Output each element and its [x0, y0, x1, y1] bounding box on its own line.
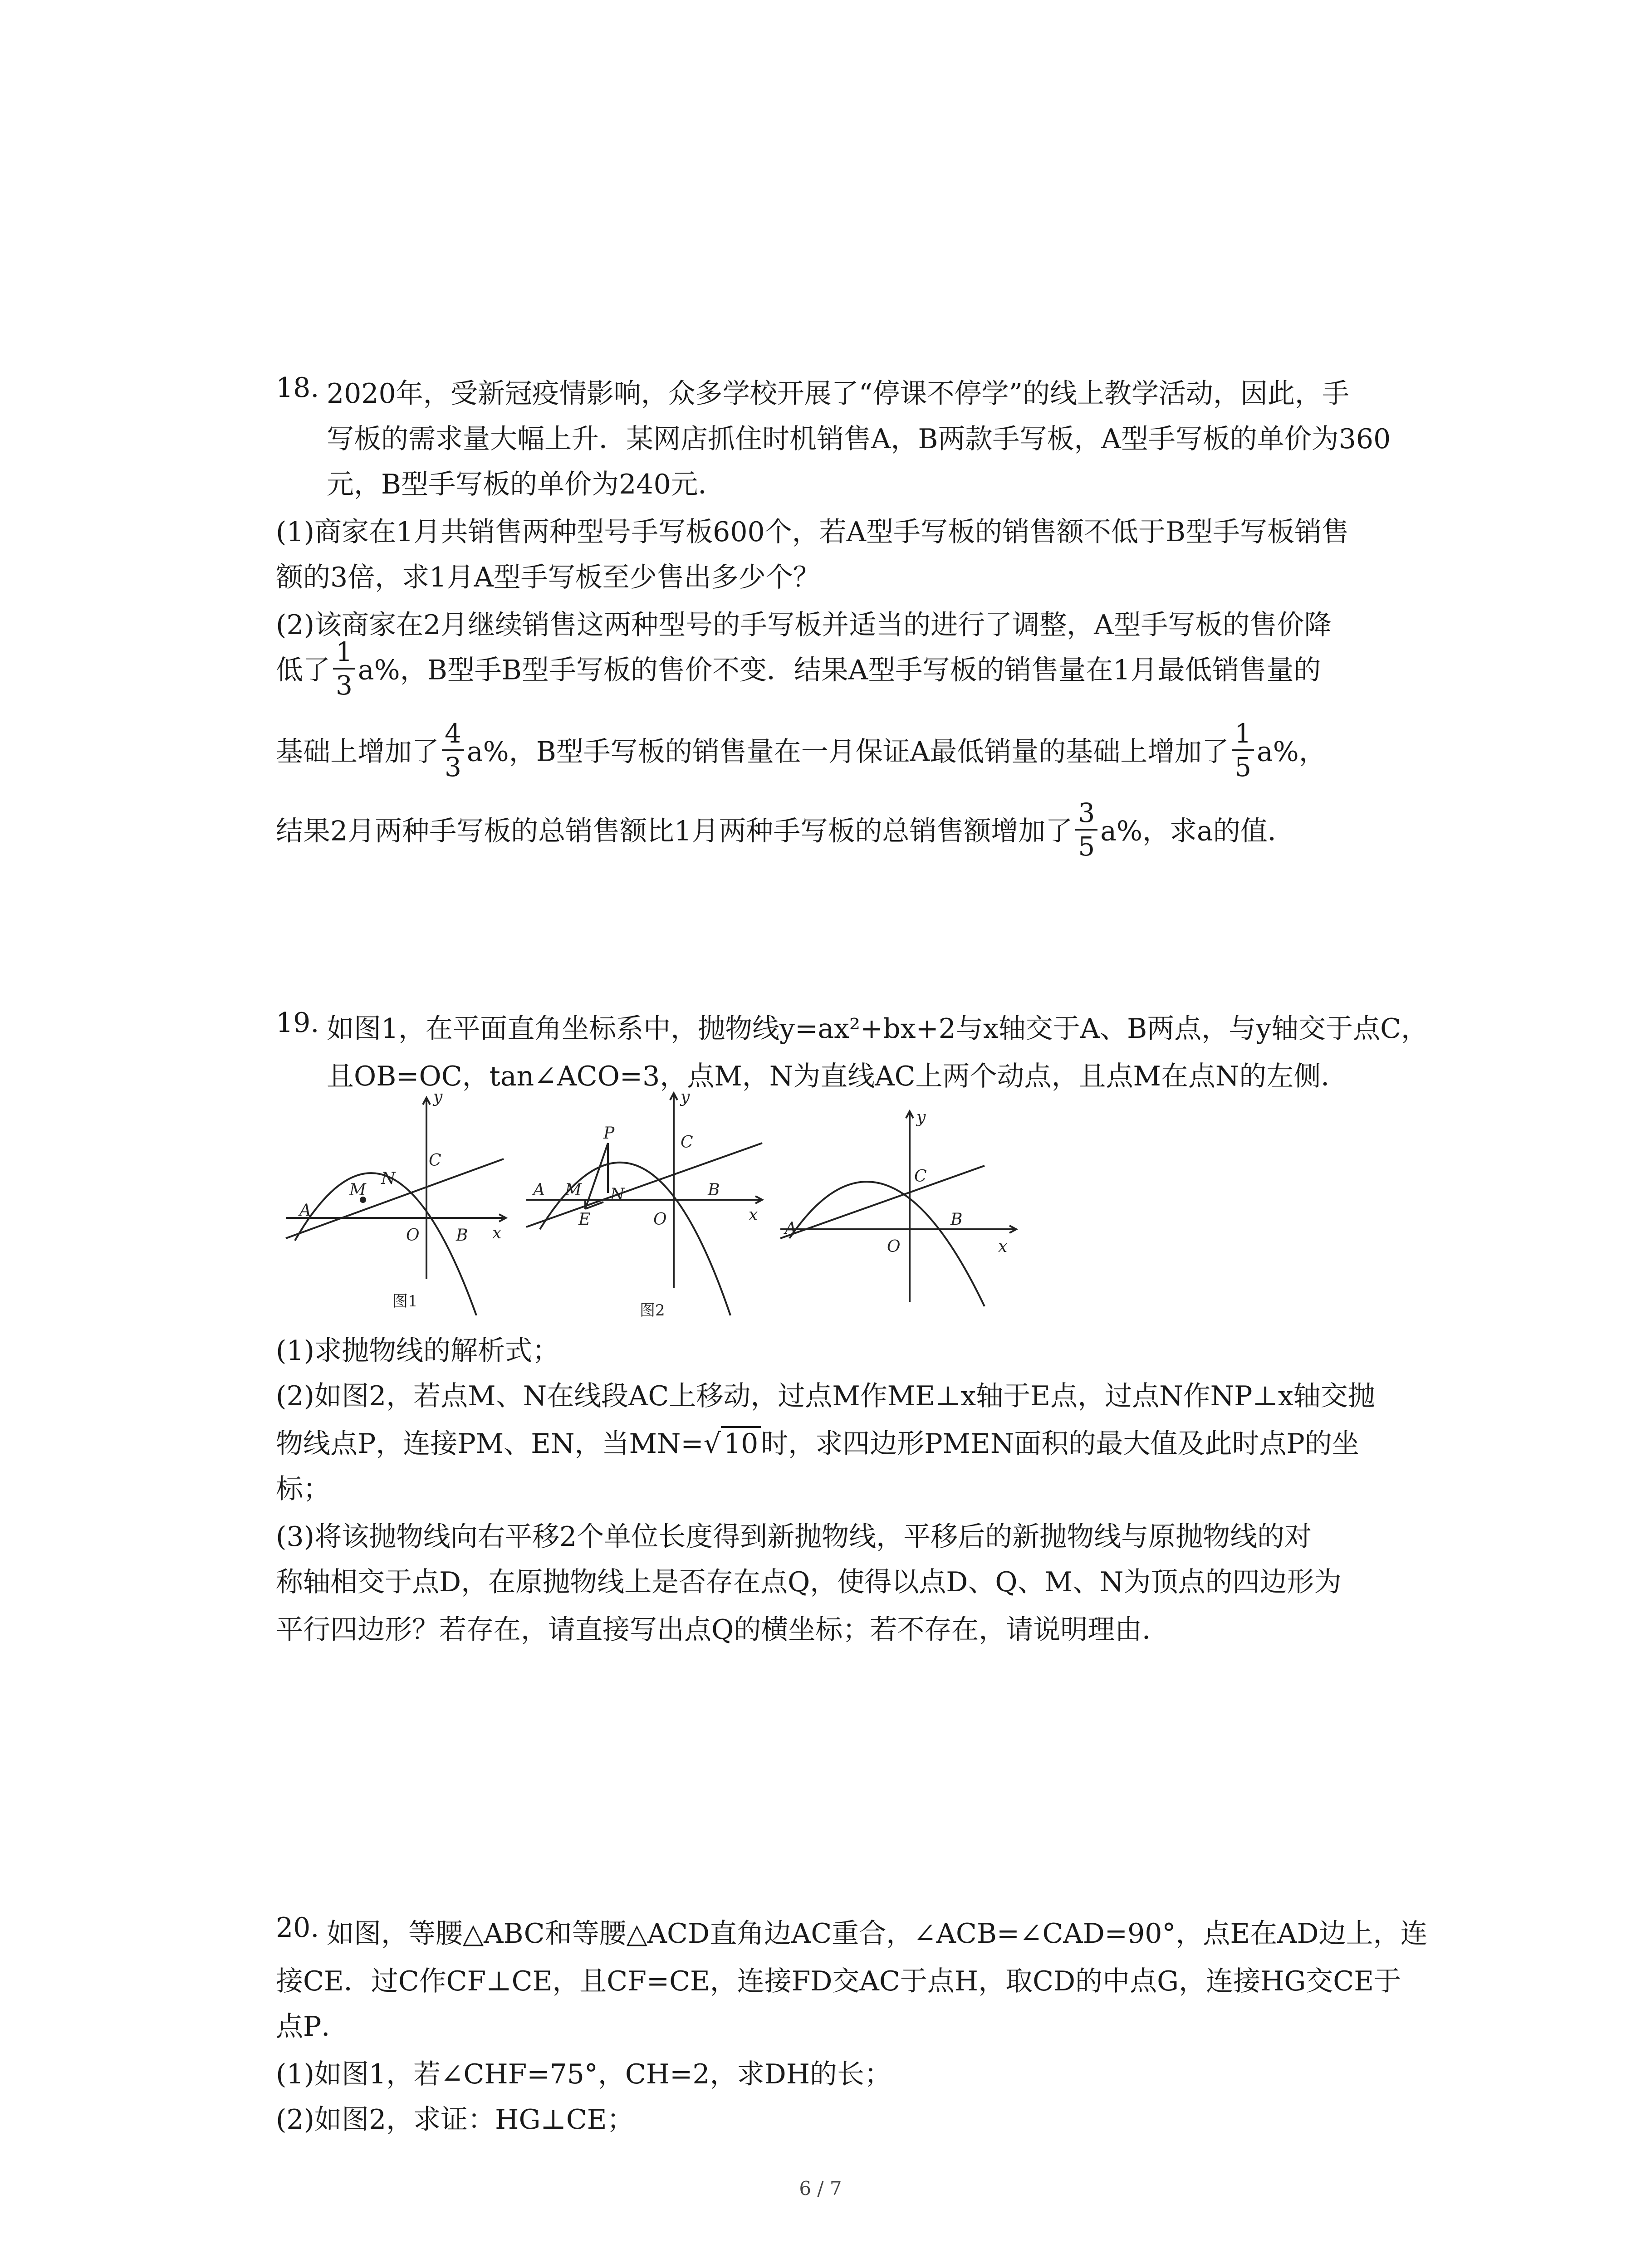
figure-3	[771, 1107, 1025, 1315]
label-m: M	[349, 1181, 366, 1199]
label-y: y	[916, 1108, 926, 1127]
q19-part-3-line-1: (3)将该抛物线向右平移2个单位长度得到新抛物线，平移后的新抛物线与原抛物线的对	[276, 1521, 1312, 1553]
label-e: E	[578, 1210, 591, 1229]
q20-line-3: 点P．	[276, 2011, 349, 2043]
q18-line-2: 写板的需求量大幅上升．某网店抓住时机销售A，B两款手写板，A型手写板的单价为360	[327, 423, 1391, 455]
label-a: A	[299, 1201, 311, 1220]
fraction-numerator: 1	[333, 636, 355, 670]
q19-part-2-line-2	[276, 1422, 1359, 1461]
page-number: 6 / 7	[799, 2177, 842, 2200]
q19-number: 19.	[276, 1007, 319, 1039]
q19-part-2-line-1: (2)如图2，若点M、N在线段AC上移动，过点M作ME⊥x轴于E点，过点N作NP⊥x轴交抛	[276, 1380, 1375, 1412]
fraction-numerator: 4	[442, 718, 464, 751]
fraction-denominator: 3	[336, 670, 353, 701]
figure-1	[277, 1089, 513, 1315]
q19-line-2: 且OB=OC，tan∠ACO=3，点M，N为直线AC上两个动点，且点M在点N的左侧．	[327, 1061, 1348, 1092]
fraction-denominator: 5	[1234, 752, 1252, 782]
label-b: B	[456, 1226, 468, 1245]
q18-line-4: (1)商家在1月共销售两种型号手写板600个，若A型手写板的销售额不低于B型手写板销售	[276, 516, 1349, 548]
fraction-denominator: 3	[445, 752, 461, 782]
label-n: N	[610, 1185, 625, 1204]
label-x: x	[749, 1206, 758, 1224]
parabola	[295, 1173, 476, 1315]
fraction-3-5	[1075, 797, 1097, 862]
figure-1-caption: 图1	[392, 1292, 418, 1310]
label-o: O	[653, 1210, 667, 1229]
q18-line-9-post: a%，求a的值．	[1100, 815, 1295, 847]
q18-line-1: 2020年，受新冠疫情影响，众多学校开展了“停课不停学”的线上教学活动，因此，手	[327, 378, 1350, 410]
q20-number: 20.	[276, 1912, 319, 1944]
q18-line-8-post: a%，	[1257, 736, 1326, 768]
q18-line-8-pre: 基础上增加了	[276, 736, 439, 768]
fraction-numerator: 3	[1075, 797, 1097, 831]
label-p: P	[603, 1124, 615, 1143]
q19-part-2-line-3: 标；	[276, 1473, 330, 1505]
q18-line-8	[276, 718, 1326, 787]
sqrt-radicand: 10	[721, 1426, 761, 1460]
label-c: C	[914, 1167, 927, 1186]
q20-line-5: (2)如图2，求证：HG⊥CE；	[276, 2104, 634, 2136]
fraction-numerator: 1	[1232, 718, 1254, 751]
figure-2-caption: 图2	[640, 1301, 665, 1320]
q18-line-7-pre: 低了	[276, 654, 330, 686]
label-a: A	[785, 1219, 797, 1238]
label-y: y	[681, 1089, 690, 1106]
q20-line-4: (1)如图1，若∠CHF=75°，CH=2，求DH的长；	[276, 2058, 892, 2090]
q19-part-3-line-2: 称轴相交于点D，在原抛物线上是否存在点Q，使得以点D、Q、M、N为顶点的四边形为	[276, 1566, 1342, 1598]
label-n: N	[381, 1169, 396, 1188]
fraction-1-3	[333, 636, 355, 701]
label-a: A	[533, 1181, 545, 1199]
line-ac	[526, 1143, 762, 1227]
q19-part-2-line-2-post: 时，求四边形PMEN面积的最大值及此时点P的坐	[761, 1428, 1359, 1460]
fraction-denominator: 5	[1078, 831, 1095, 862]
q19-line-1: 如图1，在平面直角坐标系中，抛物线y=ax²+bx+2与x轴交于A、B两点，与y轴交于点C，	[327, 1013, 1429, 1045]
label-m: M	[565, 1181, 582, 1199]
figure-2	[517, 1089, 771, 1320]
q19-part-1: (1)求抛物线的解析式；	[276, 1335, 559, 1367]
q18-line-5: 额的3倍，求1月A型手写板至少售出多少个？	[276, 562, 820, 593]
q20-line-1: 如图，等腰△ABC和等腰△ACD直角边AC重合，∠ACB=∠CAD=90°，点E在AD边上，连	[327, 1918, 1428, 1950]
q19-part-2-line-2-pre: 物线点P，连接PM、EN，当MN=	[276, 1428, 704, 1460]
q18-number: 18.	[276, 372, 319, 404]
q20-line-2: 接CE．过C作CF⊥CE，且CF=CE，连接FD交AC于点H，取CD的中点G，连接HG交CE于	[276, 1965, 1401, 1997]
q18-line-7	[276, 636, 1321, 705]
q19-part-3-line-3: 平行四边形？若存在，请直接写出点Q的横坐标；若不存在，请说明理由．	[276, 1614, 1170, 1646]
label-b: B	[950, 1210, 963, 1229]
label-c: C	[429, 1151, 441, 1170]
label-x: x	[492, 1224, 502, 1242]
label-b: B	[708, 1181, 720, 1199]
q18-line-6: (2)该商家在2月继续销售这两种型号的手写板并适当的进行了调整，A型手写板的售价降	[276, 609, 1332, 641]
label-y: y	[433, 1089, 443, 1106]
q18-line-9	[276, 797, 1295, 866]
sqrt-10: √ 10	[704, 1428, 761, 1460]
label-o: O	[887, 1237, 901, 1256]
q18-line-7-post: a%，B型手B型手写板的售价不变．结果A型手写板的销售量在1月最低销售量的	[358, 654, 1321, 686]
q18-line-3: 元，B型手写板的单价为240元．	[327, 469, 725, 500]
q18-line-8-mid: a%，B型手写板的销售量在一月保证A最低销量的基础上增加了	[466, 736, 1230, 768]
q18-line-9-pre: 结果2月两种手写板的总销售额比1月两种手写板的总销售额增加了	[276, 815, 1073, 847]
label-c: C	[681, 1133, 693, 1152]
fraction-4-3	[442, 718, 464, 783]
label-o: O	[406, 1226, 420, 1245]
label-x: x	[998, 1237, 1008, 1256]
fraction-1-5	[1232, 718, 1254, 783]
